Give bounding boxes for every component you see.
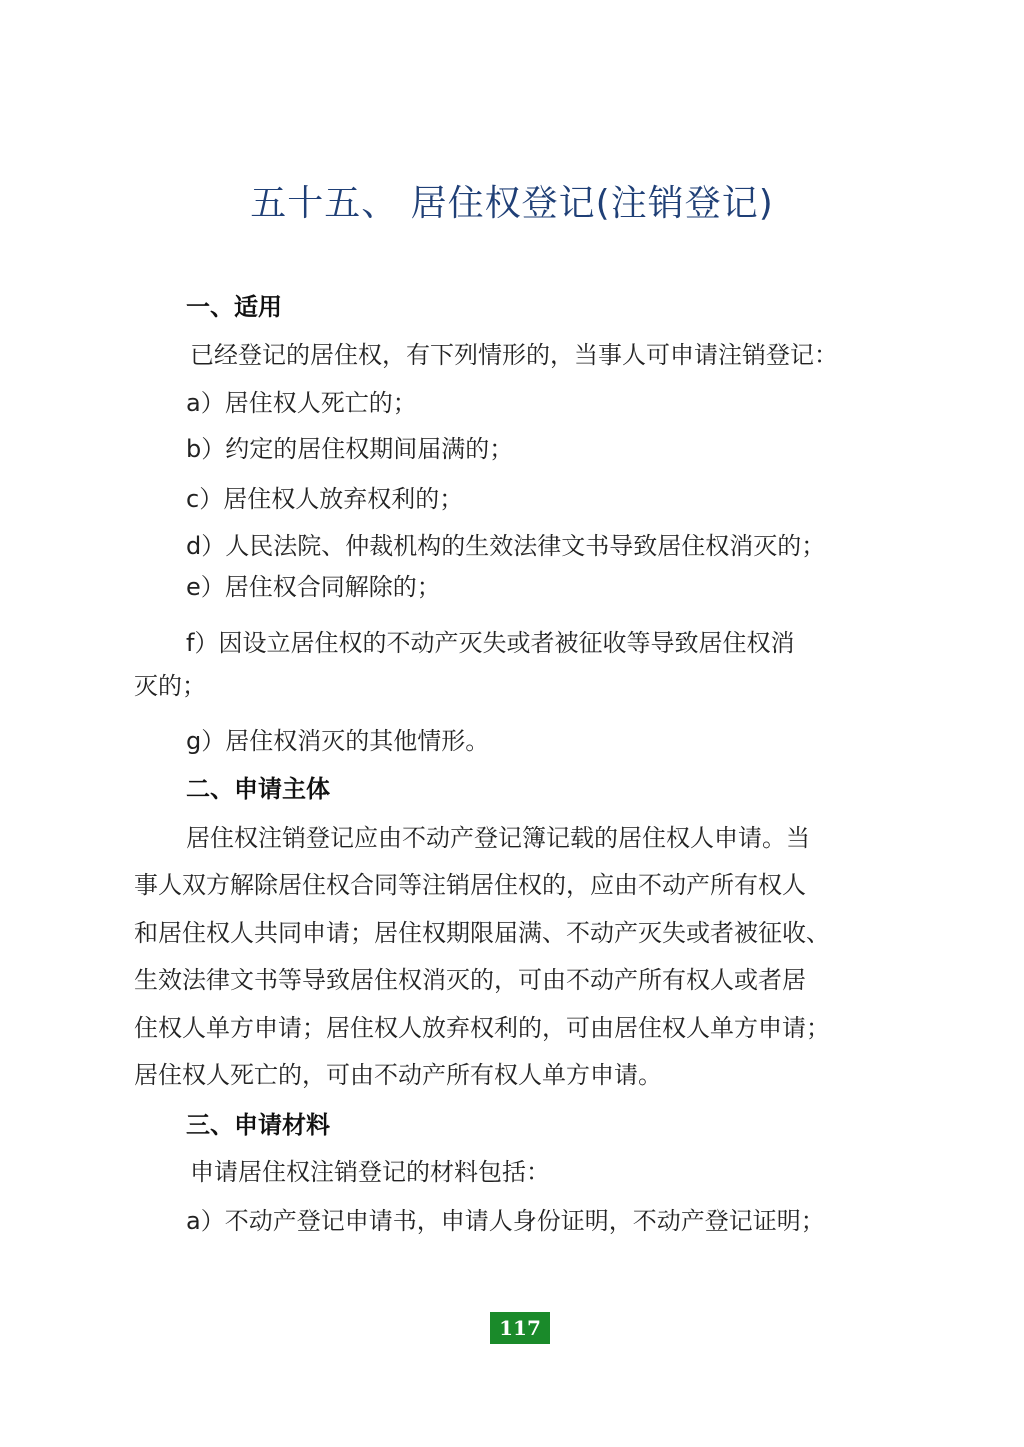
page-title: 五十五、 居住权登记(注销登记)	[250, 183, 774, 224]
list-item: a）不动产登记申请书，申请人身份证明，不动产登记证明；	[186, 1207, 825, 1235]
list-item: a）居住权人死亡的；	[186, 389, 417, 417]
paragraph-line: 生效法律文书等导致居住权消灭的，可由不动产所有权人或者居	[134, 966, 806, 994]
paragraph-line: 住权人单方申请；居住权人放弃权利的，可由居住权人单方申请；	[134, 1014, 830, 1042]
paragraph-line: 居住权注销登记应由不动产登记簿记载的居住权人申请。当	[186, 824, 810, 852]
section-intro: 已经登记的居住权，有下列情形的，当事人可申请注销登记：	[190, 341, 838, 369]
section-heading-materials: 三、申请材料	[186, 1111, 330, 1139]
paragraph-line: 居住权人死亡的，可由不动产所有权人单方申请。	[134, 1061, 662, 1089]
page-number-badge: 117	[490, 1312, 550, 1344]
paragraph-line: 事人双方解除居住权合同等注销居住权的，应由不动产所有权人	[134, 871, 806, 899]
list-item: c）居住权人放弃权利的；	[186, 485, 464, 513]
list-item: b）约定的居住权期间届满的；	[186, 435, 514, 463]
list-item: f）因设立居住权的不动产灭失或者被征收等导致居住权消	[186, 629, 795, 657]
section-heading-applicant: 二、申请主体	[186, 775, 330, 803]
section-intro: 申请居住权注销登记的材料包括：	[190, 1158, 550, 1186]
paragraph-line: 和居住权人共同申请；居住权期限届满、不动产灭失或者被征收、	[134, 919, 830, 947]
list-item-continuation: 灭的；	[134, 672, 206, 700]
section-heading-applicability: 一、适用	[186, 293, 282, 321]
list-item: d）人民法院、仲裁机构的生效法律文书导致居住权消灭的；	[186, 532, 826, 560]
list-item: e）居住权合同解除的；	[186, 573, 441, 601]
list-item: g）居住权消灭的其他情形。	[186, 727, 490, 755]
